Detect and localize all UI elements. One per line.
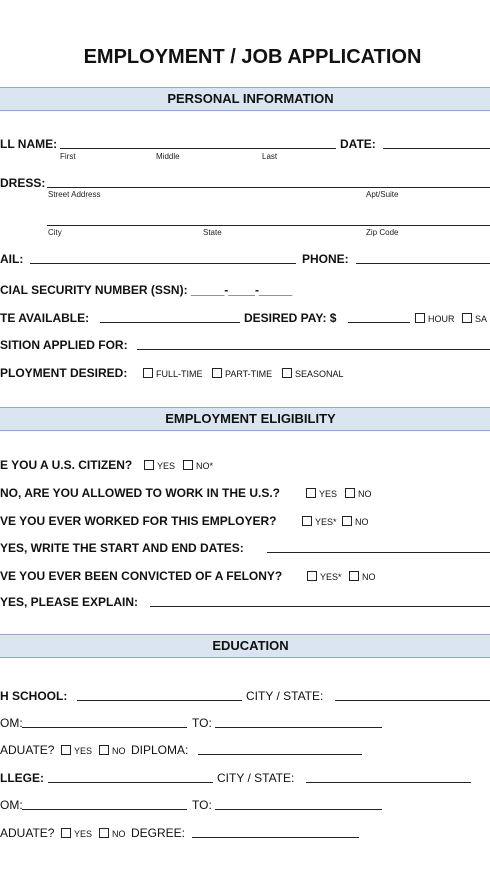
seasonal-label: SEASONAL [295,369,344,379]
allowed-no-checkbox[interactable] [345,488,355,498]
hour-checkbox[interactable] [415,313,425,323]
section-header-eligibility [0,407,490,431]
hs-from-label: OM: [0,716,23,730]
part-time-checkbox[interactable] [212,368,222,378]
hs-city-state-field[interactable] [335,700,490,701]
first-name-hint: First [60,152,76,161]
allowed-no-label: NO [358,489,372,499]
diploma-field[interactable] [198,754,362,755]
section-header-personal [0,87,490,111]
hs-from-field[interactable] [22,727,187,728]
ssn-field[interactable]: CIAL SECURITY NUMBER (SSN): _____-____-_____ [0,283,293,297]
worked-yes-label: YES* [315,517,337,527]
seasonal-checkbox[interactable] [282,368,292,378]
seasonal-option[interactable] [282,368,344,379]
street-address-field[interactable] [47,187,490,188]
citizen-no-option[interactable] [183,460,213,471]
citizen-yes-option[interactable] [144,460,175,471]
felony-no-label: NO [362,572,376,582]
desired-pay-label: DESIRED PAY: $ [244,311,337,325]
hs-graduate-no-checkbox[interactable] [99,745,109,755]
city-hint: City [48,228,62,237]
section-title-eligibility: EMPLOYMENT ELIGIBILITY [165,411,336,426]
document-title: EMPLOYMENT / JOB APPLICATION [83,46,422,68]
hour-option[interactable] [415,313,455,324]
worked-no-option[interactable] [342,516,369,527]
allowed-no-option[interactable] [345,488,372,499]
allowed-yes-checkbox[interactable] [306,488,316,498]
college-from-label: OM: [0,798,23,812]
degree-field[interactable] [192,837,359,838]
section-title-personal: PERSONAL INFORMATION [167,91,334,106]
felony-no-checkbox[interactable] [349,571,359,581]
worked-no-label: NO [355,517,369,527]
hs-graduate-yes-checkbox[interactable] [61,745,71,755]
hs-to-field[interactable] [215,727,382,728]
position-label: SITION APPLIED FOR: [0,338,128,352]
date-available-label: TE AVAILABLE: [0,311,90,325]
diploma-label: DIPLOMA: [131,743,189,757]
date-available-field[interactable] [100,322,240,323]
city-state-zip-field[interactable] [47,225,490,226]
full-time-label: FULL-TIME [156,369,203,379]
felony-yes-checkbox[interactable] [307,571,317,581]
college-graduate-no-option[interactable] [99,828,126,839]
allowed-yes-option[interactable] [306,488,337,499]
full-name-field[interactable] [60,148,336,149]
worked-yes-option[interactable] [302,516,337,527]
hs-graduate-no-label: NO [112,746,126,756]
college-graduate-yes-label: YES [74,829,93,839]
citizen-yes-label: YES [157,461,176,471]
college-graduate-no-label: NO [112,829,126,839]
college-from-field[interactable] [22,809,187,810]
worked-no-checkbox[interactable] [342,516,352,526]
hs-graduate-yes-option[interactable] [61,745,92,756]
full-time-option[interactable] [143,368,203,379]
employment-desired-label: PLOYMENT DESIRED: [0,366,128,380]
section-header-education [0,634,490,658]
college-to-field[interactable] [215,809,382,810]
felony-question: VE YOU EVER BEEN CONVICTED OF A FELONY? [0,569,283,583]
college-city-state-label: CITY / STATE: [217,771,295,785]
allowed-question: NO, ARE YOU ALLOWED TO WORK IN THE U.S.? [0,486,281,500]
phone-field[interactable] [356,263,490,264]
college-graduate-yes-option[interactable] [61,828,92,839]
high-school-label: H SCHOOL: [0,689,68,703]
middle-name-hint: Middle [156,152,180,161]
hs-graduate-yes-label: YES [74,746,93,756]
citizen-no-label: NO* [196,461,214,471]
zip-code-hint: Zip Code [366,228,399,237]
apt-suite-hint: Apt/Suite [366,190,399,199]
felony-yes-option[interactable] [307,571,342,582]
address-label: DRESS: [0,176,46,190]
college-city-state-field[interactable] [306,782,471,783]
position-field[interactable] [137,349,490,350]
salary-checkbox[interactable] [462,313,472,323]
college-to-label: TO: [192,798,212,812]
hs-to-label: TO: [192,716,212,730]
college-graduate-no-checkbox[interactable] [99,828,109,838]
hour-option-label: HOUR [428,314,455,324]
dates-field[interactable] [267,552,490,553]
date-field[interactable] [383,148,490,149]
college-graduate-label: ADUATE? [0,826,55,840]
dates-label: YES, WRITE THE START AND END DATES: [0,541,244,555]
college-graduate-yes-checkbox[interactable] [61,828,71,838]
college-label: LLEGE: [0,771,44,785]
felony-yes-label: YES* [320,572,342,582]
email-label: AIL: [0,252,24,266]
high-school-field[interactable] [77,700,242,701]
date-label: DATE: [340,137,376,151]
citizen-yes-checkbox[interactable] [144,460,154,470]
college-field[interactable] [48,782,213,783]
part-time-label: PART-TIME [225,369,273,379]
full-time-checkbox[interactable] [143,368,153,378]
hs-graduate-no-option[interactable] [99,745,126,756]
felony-no-option[interactable] [349,571,376,582]
citizen-no-checkbox[interactable] [183,460,193,470]
full-name-label: LL NAME: [0,137,58,151]
part-time-option[interactable] [212,368,272,379]
salary-option[interactable] [462,313,487,324]
street-address-hint: Street Address [48,190,101,199]
section-title-education: EDUCATION [212,638,289,653]
explain-field[interactable] [150,606,490,607]
worked-question: VE YOU EVER WORKED FOR THIS EMPLOYER? [0,514,277,528]
desired-pay-field[interactable] [348,322,410,323]
salary-option-label: SA [475,314,488,324]
allowed-yes-label: YES [319,489,338,499]
citizen-question: E YOU A U.S. CITIZEN? [0,458,133,472]
last-name-hint: Last [262,152,278,161]
state-hint: State [203,228,222,237]
hs-graduate-label: ADUATE? [0,743,55,757]
hs-city-state-label: CITY / STATE: [246,689,324,703]
explain-label: YES, PLEASE EXPLAIN: [0,595,139,609]
email-field[interactable] [30,263,296,264]
worked-yes-checkbox[interactable] [302,516,312,526]
phone-label: PHONE: [302,252,349,266]
degree-label: DEGREE: [131,826,186,840]
